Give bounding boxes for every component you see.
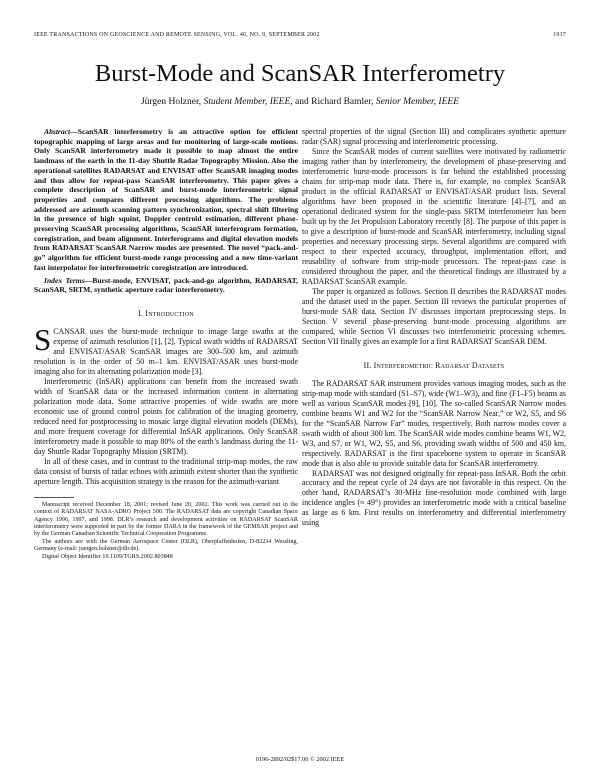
running-head: [34, 32, 566, 42]
abstract: [34, 127, 298, 273]
abstract-text: ScanSAR interferometry is an attractive option for efficient topographic mapping of large areas and for monitoring of large-scale motions. Only ScanSAR interferometry made it possible to map almost the entire landmass of the earth in the 11-day Shuttle Radar Topography Mission. Also the operational satellites RADARSAT and ENVISAT offer ScanSAR imaging modes and thus allow for repeat-pass ScanSAR interferometry. This paper gives a complete description of ScanSAR and burst-mode interferometric signal properties and compares different processing algorithms. The problems addressed are azimuth scanning pattern synchronization, spectral shift filtering in the presence of high squint, Doppler centroid estimation, different phase-preserving ScanSAR processing algorithms, ScanSAR interferogram formation, coregistration, and beam alignment. Interferograms and digital elevation models from RADARSAT ScanSAR Narrow modes are presented. The novel “pack-and-go” algorithm for efficient burst-mode range processing and a new time-variant fast interpolator for interferometric coregistration are introduced.: [34, 127, 298, 272]
abstract-lead: Abstract—: [44, 127, 78, 136]
footnote-doi: Digital Object Identifier 10.1109/TGRS.2002.803848: [42, 553, 173, 560]
author-joiner: and Richard Bamler,: [295, 97, 374, 107]
intro-paragraph-3: In all of these cases, and in contrast to the traditional strip-map modes, the raw data consist of bursts of radar echoes with azimuth extent shorter than the synthetic aperture length. This acquisition strategy is the reason for the azimuth-variant: [34, 456, 298, 486]
section-1-heading: I. Introduction: [138, 308, 194, 318]
copyright-line: 0196-2892/02$17.00 © 2002 IEEE: [255, 756, 345, 763]
intro-paragraph-1: [34, 321, 298, 377]
intro-paragraph-2: Interferometric (InSAR) applications can benefit from the increased swath width of ScanSAR data or the increased information content in alternating polarization mode data. Some attractive properties of wide swaths are more economic use of ground control points for calibration of the imaging geometry, reduced need for postprocessing to mosaic large digital elevation models (DEMs), and more frequent coverage for differential InSAR applications. Only ScanSAR interferometry made it possible to map 80% of the earth’s landmass during the 11-day Shuttle Radar Topography Mission (SRTM).: [34, 376, 298, 456]
body-paragraph-motivation: Since the ScanSAR modes of current satellites were motivated by radiometric imaging rather than by interferometry, the development of phase-preserving and interferometric burst-mode processors is far behind the established processing chains for strip-map mode data. There is, for example, no complex ScanSAR product in the official RADARSAT or ENVISAT/ASAR product lists. Several algorithms have been proposed in the scientific literature [4]–[7], and an operational dedicated system for the single-pass SRTM interferometer has been built up by the Jet Propulsion Laboratory recently [8]. The purpose of this paper is to give a description of burst-mode and ScanSAR interferometry, including signal properties and necessary processing steps. Several algorithms are compared with respect to their expected accuracy, throughput, implementation effort, and reusability of software from strip-mode processors. The repeat-pass case is considered throughout the paper, and the theoretical findings are illustrated by a RADARSAT ScanSAR example.: [302, 146, 566, 286]
author-1-name: Jürgen Holzner,: [140, 97, 202, 107]
author-line: [0, 96, 600, 108]
drop-cap: S: [34, 321, 52, 357]
body-paragraph-repeat-pass: RADARSAT was not designed originally for repeat-pass InSAR. Both the orbit accuracy and the repeat cycle of 24 days are not favorable in this respect. On the other hand, RADARSAT’s 30-MHz fine-resolution mode combined with large incidence angles (≈ 49°) provides an interferometric mode with a critical baseline as large as 6 km. First results on interferometry and differential interferometry using: [302, 468, 566, 528]
index-terms: [34, 276, 298, 295]
page-number: 1917: [553, 32, 566, 38]
author-1-role: Student Member, IEEE,: [203, 97, 293, 107]
right-column: [302, 127, 566, 528]
index-terms-text: Burst-mode, ENVISAT, pack-and-go algorithm, RADARSAT, ScanSAR, SRTM, synthetic aperture radar interferometry.: [34, 275, 299, 295]
intro-paragraph-1-text: CANSAR uses the burst-mode technique to image large swaths at the expense of azimuth resolution [1], [2]. Typical swath widths of RADARSAT and ENVISAT/ASAR ScanSAR images are 300–500 km, and azimuth resolution is in the order of 50 m–1 km. ENVISAT/ASAR uses burst-mode imaging also for its alternating polarization mode [3].: [34, 326, 298, 376]
index-terms-lead: Index Terms—: [44, 275, 93, 285]
footnote-affiliation: The authors are with the German Aerospace Center (DLR), Oberpfaffenhofen, D-82234 Wessling, Germany (e-mail: juergen.holzner@dlr.de).: [34, 538, 298, 553]
footnote-manuscript: Manuscript received December 18, 2001; revised June 20, 2002. This work was carried out in the context of RADARSAT NASA-ADRO Project 500. The RADARSAT data are copyright Canadian Space Agency 1996, 1997, and 1998. DLR’s research and development activities on RADARSAT ScanSAR interferometry were supported in part by the former DARA in the framework of the GEMSAR project and by the German Canadian Scientific Technical Cooperation Programme.: [34, 501, 298, 538]
body-paragraph-modes: The RADARSAT SAR instrument provides various imaging modes, such as the strip-map mode with standard (S1–S7), wide (W1–W3), and fine (F1–F5) beams as well as various ScanSAR modes [9], [10]. The so-called ScanSAR Narrow modes combine beams W1 and W2 for the “ScanSAR Narrow Near,” or W2, S5, and S6 for the “ScanSAR Narrow Far” modes, respectively. Both narrow modes cover a swath width of about 300 km. The ScanSAR wide modes combine beams W1, W2, W3, and S7, or W1, W2, S5, and S6, providing swath widths of 500 and 450 km, respectively. RADARSAT is the first spaceborne system to operate in ScanSAR mode that is also able to provide suitable data for ScanSAR interferometry.: [302, 378, 566, 468]
body-paragraph-continued: spectral properties of the signal (Section III) and complicates synthetic aperture radar (SAR) signal processing and interferometric processing.: [302, 127, 566, 146]
section-2-heading: II. Interferometric Radarsat Datasets: [363, 360, 505, 370]
body-paragraph-organization: The paper is organized as follows. Section II describes the RADARSAT modes and the dataset used in the paper. Section III reviews the particular properties of burst-mode SAR data. Section IV discusses important preprocessing steps. In Section V several phase-preserving burst-mode processing algorithms are compared, while Section VI discusses two interferometric processing schemes. Section VII finally gives an example for a first RADARSAT ScanSAR DEM.: [302, 286, 566, 346]
footnote-divider: [34, 497, 74, 498]
paper-title: Burst-Mode and ScanSAR Interferometry: [94, 60, 506, 87]
journal-citation: IEEE TRANSACTIONS ON GEOSCIENCE AND REMOTE SENSING, VOL. 40, NO. 9, SEPTEMBER 2002: [34, 32, 320, 38]
footnotes: [34, 502, 298, 561]
left-column: [34, 127, 298, 561]
author-2-role: Senior Member, IEEE: [375, 97, 460, 107]
